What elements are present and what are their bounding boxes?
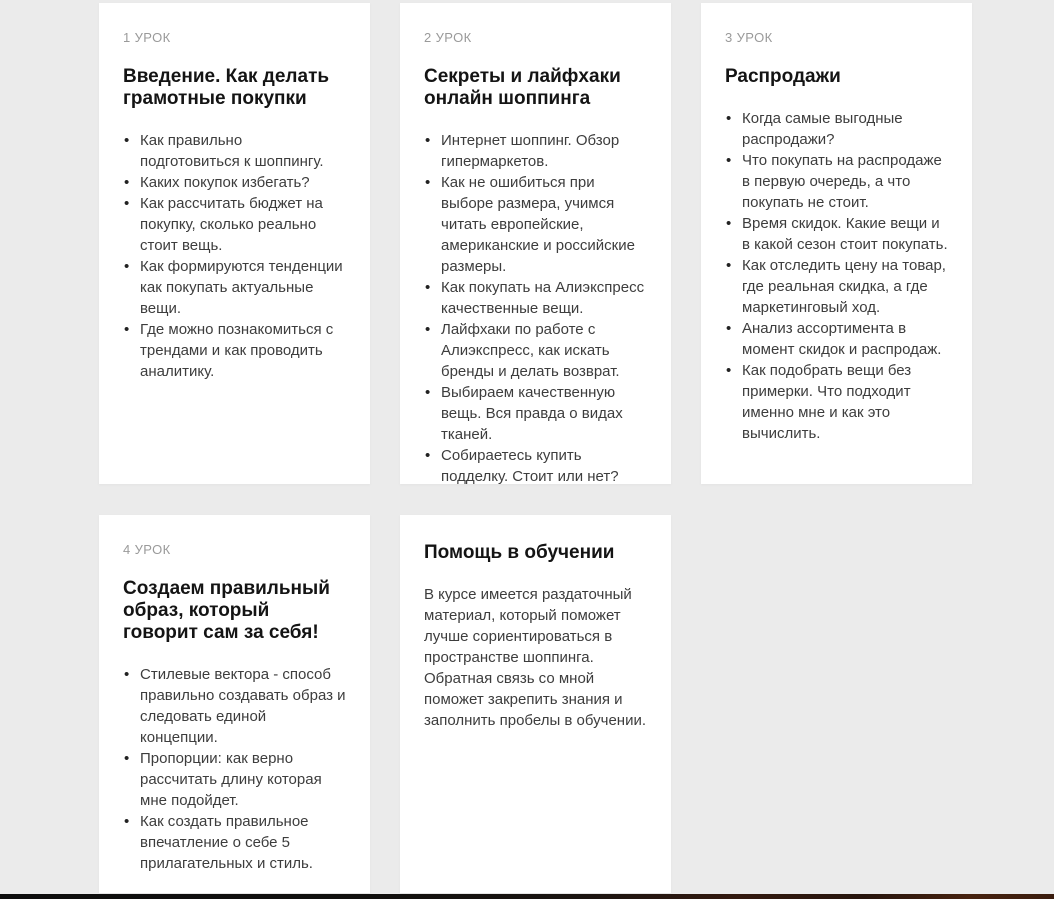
lesson-card-3 [701,3,972,484]
lesson-topic-item: • Когда самые выгодные распродажи? [725,108,948,150]
lesson-topic-item: • Как создать правильное впечатление о себе 5 прилагательных и стиль. [123,811,346,874]
lesson-topic-item: • Как подобрать вещи без примерки. Что подходит именно мне и как это вычислить. [725,360,948,444]
lesson-topic-item: • Как правильно подготовиться к шоппингу. [123,130,346,172]
lesson-topic-item: • Как отследить цену на товар, где реальная скидка, а где маркетинговый ход. [725,255,948,318]
lesson-topic-item: • Пропорции: как верно рассчитать длину которая мне подойдет. [123,748,346,811]
lesson-card-2 [400,3,671,484]
lesson-topics-list [123,664,346,874]
lesson-title: Секреты и лайфхаки онлайн шоппинга [424,66,621,109]
lesson-topic-item: • Стилевые вектора - способ правильно создавать образ и следовать единой концепции. [123,664,346,748]
lesson-topic-item: • Как рассчитать бюджет на покупку, сколько реально стоит вещь. [123,193,346,256]
lesson-topics-list [725,108,948,444]
lesson-topic-item: • Как формируются тенденции как покупать актуальные вещи. [123,256,346,319]
lesson-topic-item: • Как не ошибиться при выборе размера, учимся читать европейские, американские и российские размеры. [424,172,647,277]
lesson-topics-list [424,130,647,487]
help-card-title: Помощь в обучении [424,542,615,563]
lesson-topic-item: • Лайфхаки по работе с Алиэкспресс, как искать бренды и делать возврат. [424,319,647,382]
lesson-title: Введение. Как делать грамотные покупки [123,66,330,109]
lesson-title: Создаем правильный образ, который говорит сам за себя! [123,578,330,643]
lessons-grid [99,3,972,893]
help-card-text: В курсе имеется раздаточный материал, который поможет лучше сориентироваться в пространстве шоппинга. Обратная связь со мной поможет закрепить знания и заполнить пробелы в обучении. [424,586,647,729]
lesson-card-4 [99,515,370,893]
lesson-topic-item: • Выбираем качественную вещь. Вся правда о видах тканей. [424,382,647,445]
lesson-topic-item: • Время скидок. Какие вещи и в какой сезон стоит покупать. [725,213,948,255]
lesson-topics-list [123,130,346,382]
help-card [400,515,671,893]
lesson-number-label: 4 УРОК [123,542,171,557]
lesson-number-label: 2 УРОК [424,30,472,45]
lesson-topic-item: • Как покупать на Алиэкспресс качественные вещи. [424,277,647,319]
lesson-number-label: 1 УРОК [123,30,171,45]
lesson-topic-item: • Где можно познакомиться с трендами и как проводить аналитику. [123,319,346,382]
lesson-title: Распродажи [725,66,841,87]
lesson-topic-item: • Что покупать на распродаже в первую очередь, а что покупать не стоит. [725,150,948,213]
lesson-topic-item: • Интернет шоппинг. Обзор гипермаркетов. [424,130,647,172]
lesson-topic-item: • Каких покупок избегать? [123,172,346,193]
lesson-topic-item: • Анализ ассортимента в момент скидок и распродаж. [725,318,948,360]
next-section-edge-strip [0,894,1054,899]
lesson-topic-item: • Собираетесь купить подделку. Стоит или нет? [424,445,647,487]
lesson-card-1 [99,3,370,484]
lesson-number-label: 3 УРОК [725,30,773,45]
